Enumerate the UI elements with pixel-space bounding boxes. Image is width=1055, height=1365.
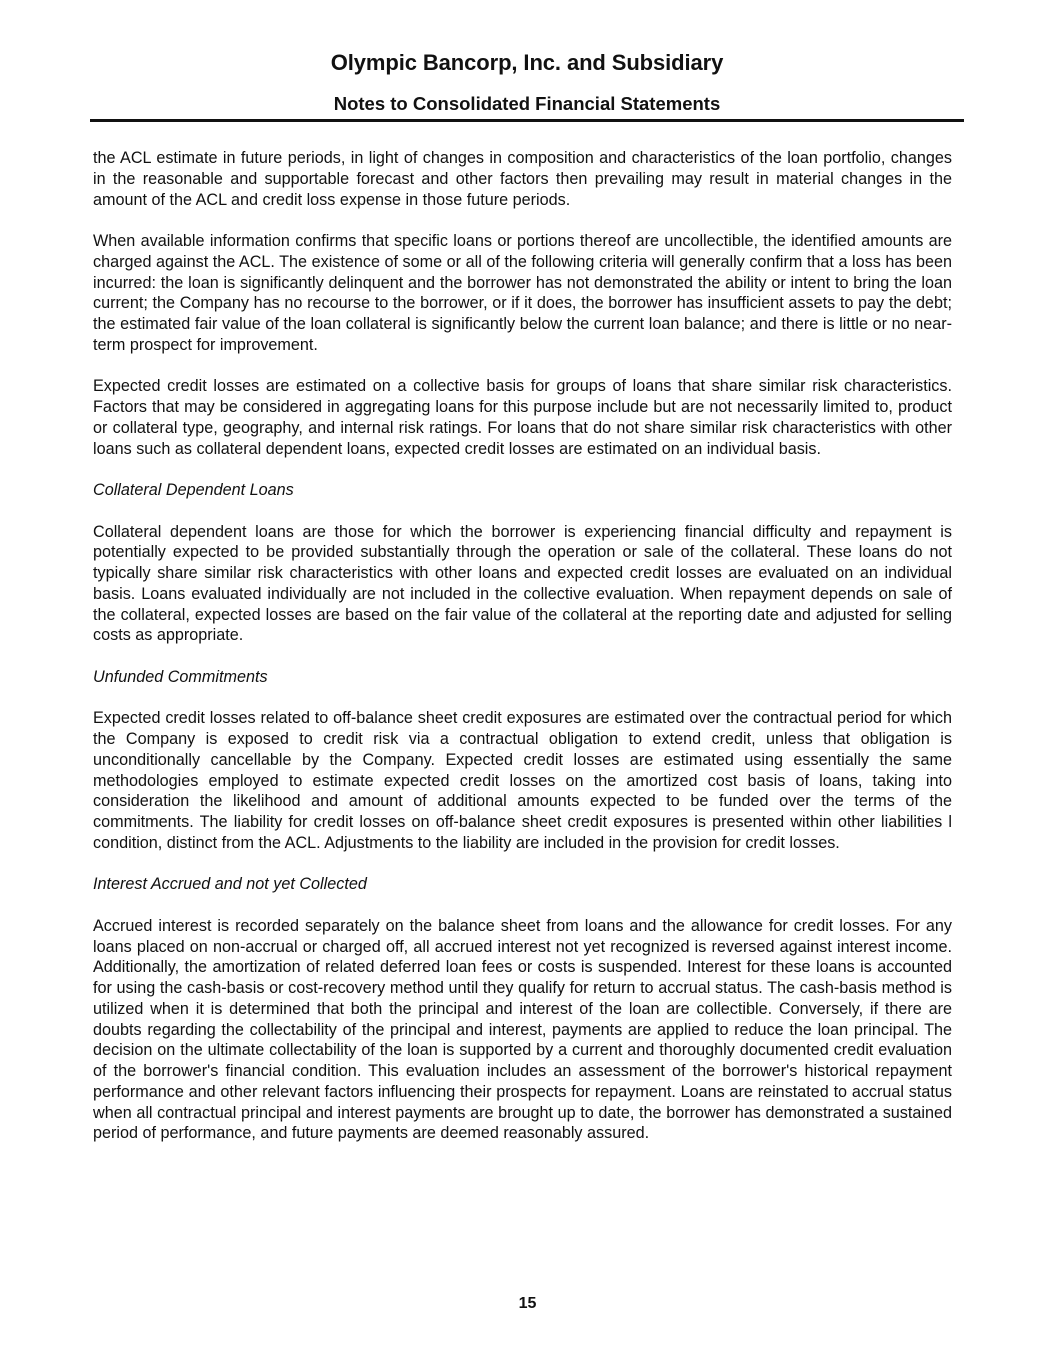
page-header <box>90 48 964 116</box>
section-text-unfunded-commitments: Expected credit losses related to off-balance sheet credit exposures are estimated over the contractual period for which the Company is exposed to credit risk via a contractual obligation to extend credit, unless that obligation is unconditionally cancellable by the Company. Expected credit losses are estimated using essentially the same methodologies employed to estimate expected credit losses on the amortized cost basis of loans, taking into consideration the likelihood and amount of additional amounts expected to be funded over the terms of the commitments. The liability for credit losses on off-balance sheet credit exposures is presented within other liabilities l condition, distinct from the ACL. Adjustments to the liability are included in the provision for credit losses. <box>93 709 952 852</box>
paragraph-charge-offs: When available information confirms that specific loans or portions thereof are uncollectible, the identified amounts are charged against the ACL. The existence of some or all of the following criteria will generally confirm that a loss has been incurred: the loan is significantly delinquent and the borrower has not demonstrated the ability or intent to bring the loan current; the Company has no recourse to the borrower, or if it does, the borrower has insufficient assets to pay the debt; the estimated fair value of the loan collateral is significantly below the current loan balance; and there is little or no near-term prospect for improvement. <box>93 232 952 354</box>
page-number: 15 <box>518 1295 537 1312</box>
section-heading-interest-accrued: Interest Accrued and not yet Collected <box>93 875 367 894</box>
document-body <box>93 148 952 1165</box>
section-heading-unfunded-commitments: Unfunded Commitments <box>93 667 268 686</box>
document-subtitle: Notes to Consolidated Financial Statements <box>333 93 721 114</box>
header-divider <box>90 119 964 122</box>
paragraph-acl-estimate: the ACL estimate in future periods, in light of changes in composition and characteristics of the loan portfolio, changes in the reasonable and supportable forecast and other factors then prevailing may result in material changes in the amount of the ACL and credit loss expense in those future periods. <box>93 149 952 209</box>
paragraph-collective-basis: Expected credit losses are estimated on a collective basis for groups of loans that share similar risk characteristics. Factors that may be considered in aggregating loans for this purpose include but are not necessarily limited to, product or collateral type, geography, and internal risk ratings. For loans that do not share similar risk characteristics with other loans such as collateral dependent loans, expected credit losses are estimated on an individual basis. <box>93 377 952 458</box>
company-title: Olympic Bancorp, Inc. and Subsidiary <box>330 50 724 75</box>
section-heading-collateral-dependent-loans: Collateral Dependent Loans <box>93 481 294 499</box>
section-text-collateral-dependent-loans: Collateral dependent loans are those for which the borrower is experiencing financial difficulty and repayment is potentially expected to be provided substantially through the operation or sale of the collateral. These loans do not typically share similar risk characteristics with other loans and expected credit losses are evaluated on an individual basis. Loans evaluated individually are not included in the collective evaluation. When repayment depends on sale of the collateral, expected losses are based on the fair value of the collateral at the reporting date and adjusted for selling costs as appropriate. <box>93 522 952 645</box>
section-text-interest-accrued: Accrued interest is recorded separately on the balance sheet from loans and the allowance for credit losses. For any loans placed on non-accrual or charged off, all accrued interest not yet recognized is reversed against interest income. Additionally, the amortization of related deferred loan fees or costs is suspended. Interest for these loans is accounted for using the cash-basis or cost-recovery method until they qualify for return to accrual status. The cash-basis method is utilized when it is determined that both the principal and interest of the loan are collectible. Conversely, if there are doubts regarding the collectability of the principal and interest, payments are applied to reduce the loan principal. The decision on the ultimate collectability of the loan is supported by a current and thoroughly documented credit evaluation of the borrower's financial condition. This evaluation includes an assessment of the borrower's historical repayment performance and other relevant factors influencing their prospects for repayment. Loans are reinstated to accrual status when all contractual principal and interest payments are brought up to date, the borrower has demonstrated a sustained period of performance, and future payments are deemed reasonably assured. <box>93 916 952 1143</box>
